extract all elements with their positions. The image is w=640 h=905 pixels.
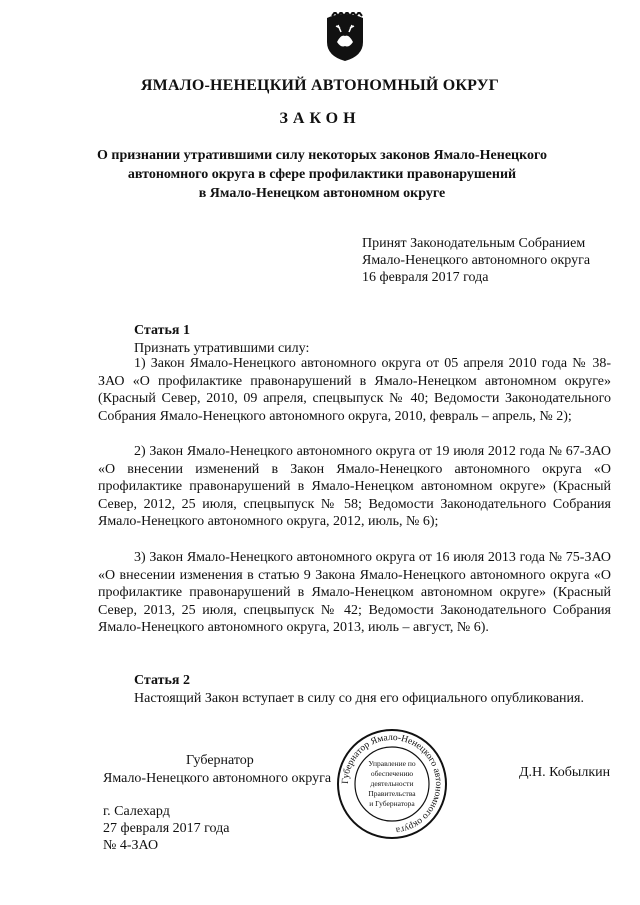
coat-of-arms-emblem	[323, 12, 367, 62]
signing-date: 27 февраля 2017 года	[103, 821, 230, 836]
law-title	[90, 146, 554, 203]
seal-center-line: обеспечению	[370, 769, 414, 778]
place-of-signing: г. Салехард	[103, 804, 170, 819]
adoption-line: Ямало-Ненецкого автономного округа	[362, 253, 591, 268]
seal-center-line: и Губернатора	[369, 799, 415, 808]
seal-center-line: деятельности	[370, 779, 414, 788]
adoption-line: 16 февраля 2017 года	[362, 270, 489, 285]
law-title-line: в Ямало-Ненецком автономном округе	[198, 186, 446, 201]
adoption-line: Принят Законодательным Собранием	[362, 236, 586, 251]
adoption-note	[362, 235, 590, 286]
article2-heading: Статья 2	[134, 673, 190, 688]
document-type: ЗАКОН	[279, 110, 361, 127]
signer-name: Д.Н. Кобылкин	[519, 765, 611, 780]
article1-item: 1) Закон Ямало-Ненецкого автономного округа от 05 апреля 2010 года № 38-ЗАО «О профилактике правонарушений в Ямало-Ненецком автономном округе» (Красный Север, 2010, 09 апреля, спецвыпуск № 40; Ведомости Законодательного Собрания Ямало-Ненецкого автономного округа, 2010, февраль – апрель, № 2);	[98, 356, 611, 424]
article1-item: 2) Закон Ямало-Ненецкого автономного округа от 19 июля 2012 года № 67-ЗАО «О внесении изменений в Закон Ямало-Ненецкого автономного округа «О профилактике правонарушений в Ямало-Ненецком автономном округе» (Красный Север, 2012, 25 июля, спецвыпуск № 58; Ведомости Законодательного Собрания Ямало-Ненецкого автономного округа, 2012, июль, № 6);	[98, 444, 611, 530]
article1-heading: Статья 1	[134, 323, 190, 338]
seal-ring-text: Губернатор Ямало-Ненецкого автономного округа	[340, 732, 444, 835]
signer-position-region: Ямало-Ненецкого автономного округа	[103, 771, 332, 786]
region-name: ЯМАЛО-НЕНЕЦКИЙ АВТОНОМНЫЙ ОКРУГ	[140, 77, 500, 94]
article2-text: Настоящий Закон вступает в силу со дня его официального опубликования.	[134, 691, 584, 706]
official-seal-stamp	[336, 728, 448, 840]
document-footer	[103, 803, 230, 854]
signer-position: Губернатор	[186, 753, 254, 768]
article1-intro: Признать утратившими силу:	[134, 341, 310, 356]
law-number: № 4-ЗАО	[103, 838, 159, 853]
seal-center-line: Управление по	[368, 759, 416, 768]
article1-item: 3) Закон Ямало-Ненецкого автономного округа от 16 июля 2013 года № 75-ЗАО «О внесении изменения в статью 9 Закона Ямало-Ненецкого автономного округа «О профилактике правонарушений в Ямало-Ненецком автономном округе» (Красный Север, 2013, 25 июля, спецвыпуск № 42; Ведомости Законодательного Собрания Ямало-Ненецкого автономного округа, 2013, июль – август, № 6).	[98, 550, 611, 636]
law-title-line: автономного округа в сфере профилактики правонарушений	[127, 167, 517, 182]
law-title-line: О признании утратившими силу некоторых законов Ямало-Ненецкого	[96, 148, 547, 163]
seal-center-line: Правительства	[368, 789, 416, 798]
